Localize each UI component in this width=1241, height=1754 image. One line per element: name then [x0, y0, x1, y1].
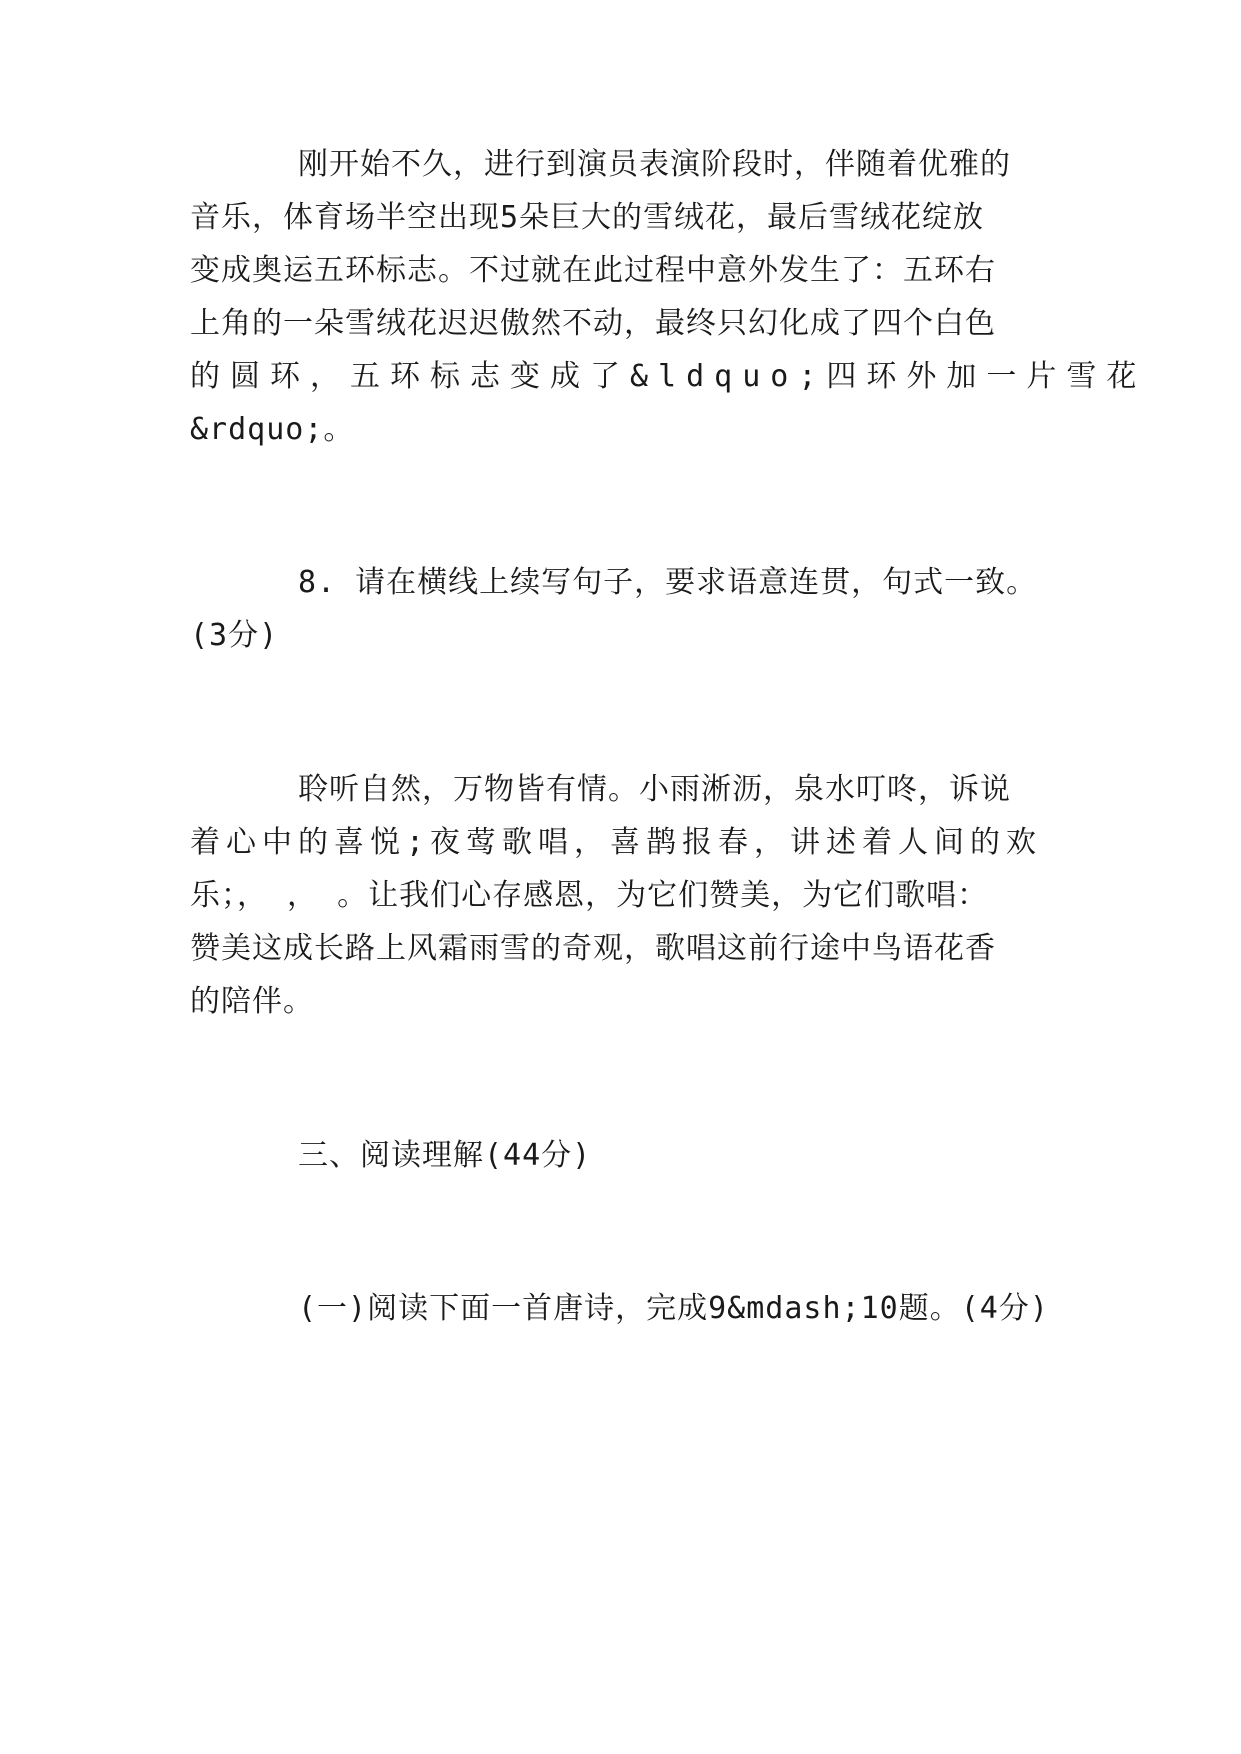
text-line: 的圆环，五环标志变成了&ldquo;四环外加一片雪花	[190, 359, 1147, 394]
text-line: 聆听自然，万物皆有情。小雨淅沥，泉水叮咚，诉说	[298, 772, 1011, 807]
text-line: 音乐，体育场半空出现5朵巨大的雪绒花，最后雪绒花绽放	[190, 200, 985, 235]
section-heading: 三、阅读理解(44分)	[298, 1138, 592, 1173]
text-line: 着心中的喜悦;夜莺歌唱，喜鹊报春，讲述着人间的欢	[190, 825, 1043, 860]
text-line: 上角的一朵雪绒花迟迟傲然不动，最终只幻化成了四个白色	[190, 306, 996, 341]
text-line: &rdquo;。	[190, 412, 355, 447]
subsection-heading: (一)阅读下面一首唐诗，完成9&mdash;10题。(4分)	[298, 1291, 1049, 1326]
question-score: (3分)	[190, 618, 279, 653]
question-text: 8. 请在横线上续写句子，要求语意连贯，句式一致。	[298, 565, 1038, 600]
text-line: 乐；， ， 。让我们心存感恩，为它们赞美，为它们歌唱：	[190, 878, 989, 913]
text-line: 变成奥运五环标志。不过就在此过程中意外发生了：五环右	[190, 253, 996, 288]
text-line: 的陪伴。	[190, 984, 314, 1019]
text-line: 赞美这成长路上风霜雨雪的奇观，歌唱这前行途中鸟语花香	[190, 931, 996, 966]
text-line: 刚开始不久，进行到演员表演阶段时，伴随着优雅的	[298, 147, 1011, 182]
